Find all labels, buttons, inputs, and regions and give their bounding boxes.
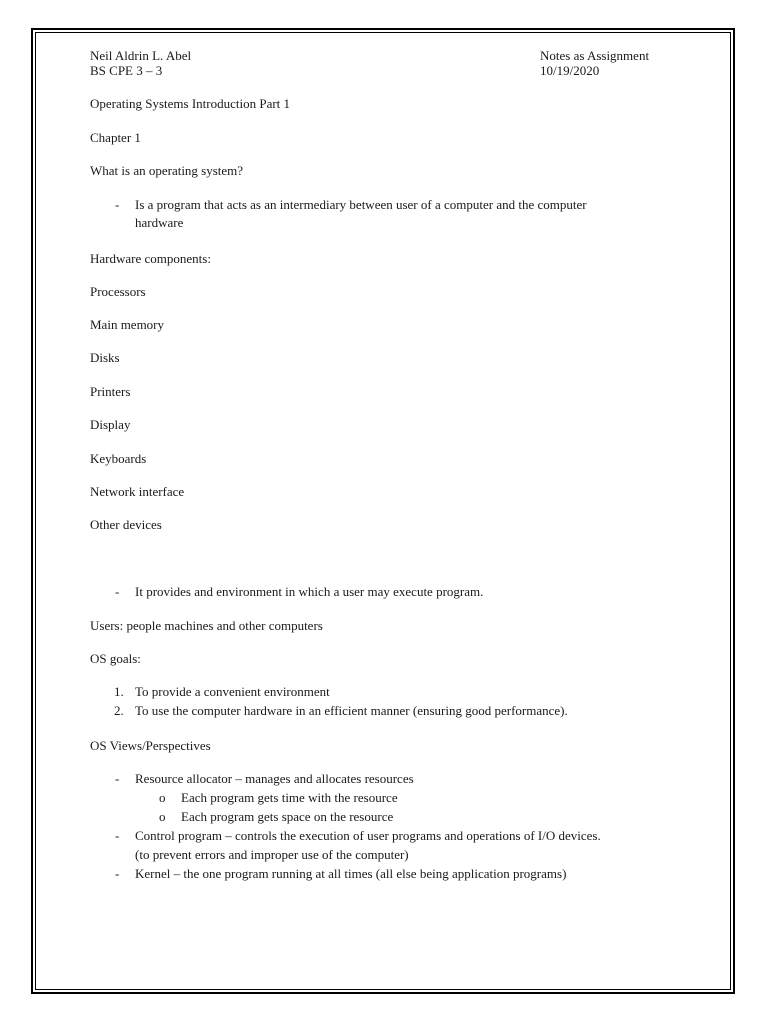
hardware-item: Network interface <box>90 484 185 499</box>
bullet-dash: - <box>115 771 120 786</box>
control-program-line-2: (to prevent errors and improper use of the computer) <box>135 847 409 862</box>
chapter-heading: Chapter 1 <box>90 130 141 145</box>
control-program-line-1: Control program – controls the execution of user programs and operations of I/O devices. <box>135 828 601 843</box>
author-section: BS CPE 3 – 3 <box>90 63 163 78</box>
bullet-dash: - <box>115 584 120 599</box>
resource-sub-item: Each program gets time with the resource <box>181 790 398 805</box>
users-line: Users: people machines and other computers <box>90 618 323 633</box>
resource-allocator: Resource allocator – manages and allocates resources <box>135 771 414 786</box>
author-name: Neil Aldrin L. Abel <box>90 48 192 63</box>
sub-bullet-marker: o <box>159 790 166 805</box>
resource-sub-item: Each program gets space on the resource <box>181 809 394 824</box>
goal-text: To provide a convenient environment <box>135 684 330 699</box>
goal-number: 2. <box>114 703 124 718</box>
goal-number: 1. <box>114 684 124 699</box>
bullet-dash: - <box>115 866 120 881</box>
views-heading: OS Views/Perspectives <box>90 738 211 753</box>
document-title: Operating Systems Introduction Part 1 <box>90 96 291 111</box>
bullet-dash: - <box>115 828 120 843</box>
hardware-heading: Hardware components: <box>90 251 211 266</box>
question-heading: What is an operating system? <box>90 163 244 178</box>
document-type: Notes as Assignment <box>540 48 650 63</box>
hardware-item: Keyboards <box>90 451 147 466</box>
goals-heading: OS goals: <box>90 651 141 666</box>
hardware-item: Disks <box>90 350 120 365</box>
sub-bullet-marker: o <box>159 809 166 824</box>
document-date: 10/19/2020 <box>540 63 600 78</box>
definition-line-2: hardware <box>135 215 184 230</box>
definition-line-1: Is a program that acts as an intermediary between user of a computer and the computer <box>135 197 587 212</box>
hardware-item: Display <box>90 417 131 432</box>
kernel-line: Kernel – the one program running at all times (all else being application programs) <box>135 866 567 881</box>
hardware-item: Main memory <box>90 317 165 332</box>
bullet-dash: - <box>115 197 120 212</box>
hardware-item: Processors <box>90 284 146 299</box>
hardware-item: Printers <box>90 384 131 399</box>
hardware-item: Other devices <box>90 517 162 532</box>
environment-bullet: It provides and environment in which a user may execute program. <box>135 584 484 599</box>
goal-text: To use the computer hardware in an efficient manner (ensuring good performance). <box>135 703 568 718</box>
